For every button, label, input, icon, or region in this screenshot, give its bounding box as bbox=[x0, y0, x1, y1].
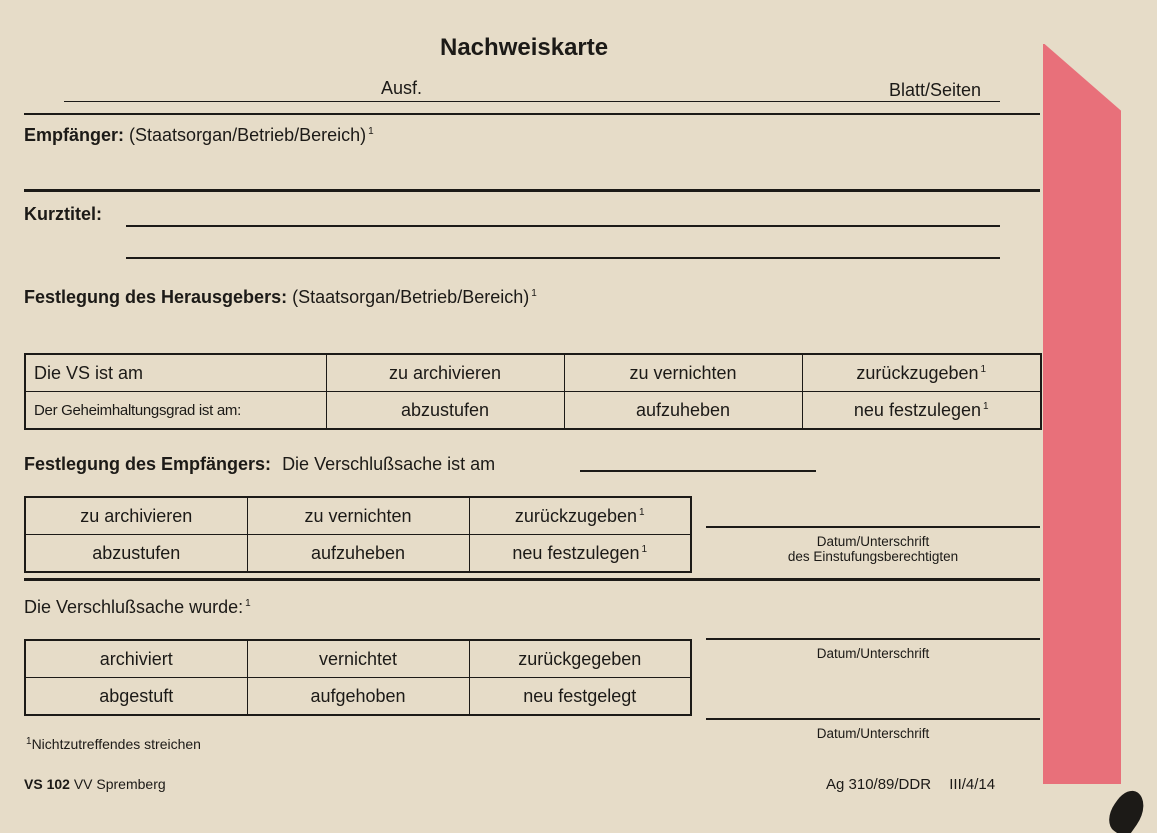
option-aufzuheben[interactable]: aufzuheben bbox=[247, 535, 469, 573]
ink-mark bbox=[1102, 785, 1152, 837]
result-table bbox=[24, 639, 692, 716]
option-zu-vernichten[interactable]: zu vernichten bbox=[247, 497, 469, 535]
section-rule bbox=[24, 578, 1040, 581]
ausf-line bbox=[64, 101, 1000, 102]
footnote: $^1$Nichtzutreffendes streichen bbox=[26, 736, 201, 752]
herausgeber-vs-lead: Die VS ist am bbox=[25, 354, 326, 392]
option-vernichtet[interactable]: vernichtet bbox=[247, 640, 469, 678]
empfaenger-festlegung-label: Festlegung des Empfängers: bbox=[24, 454, 272, 474]
kurztitel-label: Kurztitel: bbox=[24, 204, 102, 224]
option-zurueckzugeben[interactable]: zurückzugeben $^1$ bbox=[469, 497, 691, 535]
signature-line bbox=[706, 638, 1040, 640]
signature-caption: Datum/Unterschrift bbox=[816, 646, 930, 661]
kurztitel-line-2 bbox=[126, 257, 1000, 259]
herausgeber-hint: (Staatsorgan/Betrieb/Bereich) bbox=[292, 287, 530, 307]
option-zu-vernichten[interactable]: zu vernichten bbox=[564, 354, 802, 392]
signature-line bbox=[706, 718, 1040, 720]
option-neu-festzulegen[interactable]: neu festzulegen $^1$ bbox=[802, 392, 1041, 430]
table-row bbox=[25, 678, 691, 716]
table-row bbox=[25, 354, 1041, 392]
option-abzustufen[interactable]: abzustufen bbox=[25, 535, 247, 573]
header-rule bbox=[24, 113, 1040, 115]
signature-caption: Datum/Unterschrift bbox=[816, 726, 930, 741]
herausgeber-label: Festlegung des Herausgebers: bbox=[24, 287, 288, 307]
empfaenger-festlegung-text: Die Verschlußsache ist am bbox=[282, 454, 496, 474]
empfaenger-hint: (Staatsorgan/Betrieb/Bereich) bbox=[129, 125, 367, 145]
signature-caption: Datum/Unterschrift des Einstufungsberechtigten bbox=[787, 534, 959, 564]
empfaenger-rule bbox=[24, 189, 1040, 192]
date-line bbox=[580, 470, 816, 472]
herausgeber-grad-lead: Der Geheimhaltungsgrad ist am: bbox=[25, 392, 326, 430]
footnote-marker: 1 bbox=[531, 288, 537, 299]
table-row bbox=[25, 392, 1041, 430]
result-label: Die Verschlußsache wurde: bbox=[24, 597, 244, 617]
table-row bbox=[25, 497, 691, 535]
option-abgestuft[interactable]: abgestuft bbox=[25, 678, 247, 716]
table-row bbox=[25, 535, 691, 573]
option-aufzuheben[interactable]: aufzuheben bbox=[564, 392, 802, 430]
empfaenger-row bbox=[24, 125, 374, 146]
footnote-marker: 1 bbox=[368, 126, 374, 137]
table-row bbox=[25, 640, 691, 678]
option-neu-festgelegt[interactable]: neu festgelegt bbox=[469, 678, 691, 716]
form-number: VS 102 VV Spremberg bbox=[24, 776, 166, 792]
empfaenger-table bbox=[24, 496, 692, 573]
option-zurueckgegeben[interactable]: zurückgegeben bbox=[469, 640, 691, 678]
option-zu-archivieren[interactable]: zu archivieren bbox=[326, 354, 564, 392]
card-title: Nachweiskarte bbox=[440, 34, 609, 61]
herausgeber-table bbox=[24, 353, 1042, 430]
option-abzustufen[interactable]: abzustufen bbox=[326, 392, 564, 430]
blatt-seiten-label: Blatt/Seiten bbox=[889, 80, 982, 100]
kurztitel-line-1 bbox=[126, 225, 1000, 227]
option-archiviert[interactable]: archiviert bbox=[25, 640, 247, 678]
empfaenger-festlegung-row bbox=[24, 454, 495, 475]
herausgeber-row bbox=[24, 287, 537, 308]
red-margin-stripe bbox=[1043, 44, 1121, 784]
scan-edge bbox=[0, 833, 1157, 837]
option-zu-archivieren[interactable]: zu archivieren bbox=[25, 497, 247, 535]
signature-line bbox=[706, 526, 1040, 528]
empfaenger-label: Empfänger: bbox=[24, 125, 125, 145]
option-aufgehoben[interactable]: aufgehoben bbox=[247, 678, 469, 716]
option-zurueckzugeben[interactable]: zurückzugeben $^1$ bbox=[802, 354, 1041, 392]
result-label-row: Die Verschlußsache wurde: $^1$ bbox=[24, 597, 251, 617]
print-code: Ag 310/89/DDR III/4/14 bbox=[826, 776, 996, 793]
ausf-label: Ausf. bbox=[381, 78, 423, 98]
option-neu-festzulegen[interactable]: neu festzulegen $^1$ bbox=[469, 535, 691, 573]
